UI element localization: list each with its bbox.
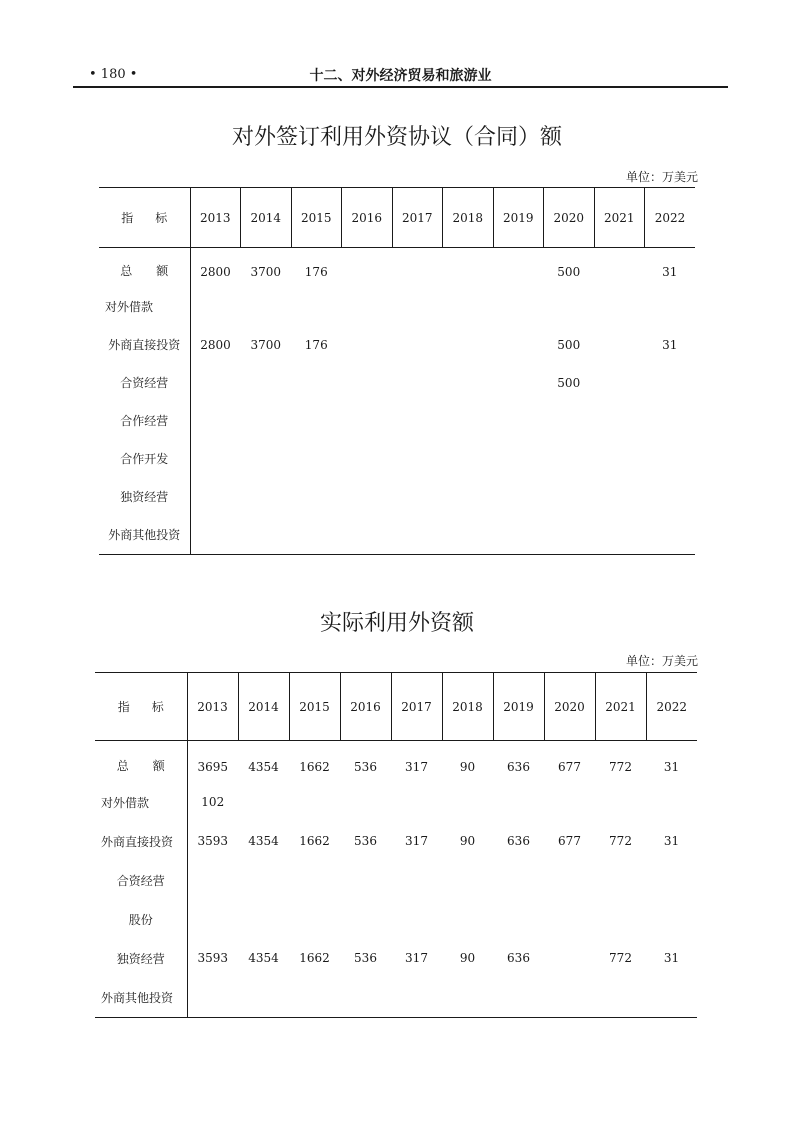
- row-label: 合资经营: [95, 861, 187, 900]
- table-row: [95, 861, 697, 900]
- cell-2021: [594, 248, 645, 288]
- row-label: 外商其他投资: [95, 978, 187, 1018]
- row-label: 总 额: [95, 741, 187, 783]
- cell-2019: [493, 516, 544, 555]
- cell-2021: [594, 288, 645, 326]
- cell-2015: [291, 288, 342, 326]
- cell-2013: [190, 364, 241, 402]
- year-header-2015: 2015: [291, 188, 342, 248]
- cell-2021: [594, 440, 645, 478]
- table1-body: [99, 248, 695, 555]
- cell-2019: [493, 478, 544, 516]
- cell-2015: [289, 861, 340, 900]
- indicator-header-char: 指: [117, 700, 130, 714]
- row-label: 合资经营: [99, 364, 190, 402]
- cell-2015: 1662: [299, 834, 330, 848]
- table1-header-row: [99, 188, 695, 248]
- cell-2018: [443, 516, 494, 555]
- cell-2019: 636: [507, 834, 530, 848]
- cell-2017: [391, 900, 442, 939]
- cell-2022: [645, 364, 696, 402]
- cell-2013: [190, 402, 241, 440]
- cell-2017: [392, 248, 443, 288]
- cell-2021: 772: [609, 951, 632, 965]
- row-label: 外商直接投资: [99, 326, 190, 364]
- year-header-2021: 2021: [594, 188, 645, 248]
- row-label: 合作经营: [99, 402, 190, 440]
- cell-2015: [289, 978, 340, 1018]
- cell-2020: [544, 861, 595, 900]
- chapter-title: 十二、对外经济贸易和旅游业: [309, 68, 492, 84]
- cell-2021: [594, 516, 645, 555]
- cell-2017: [391, 861, 442, 900]
- cell-2013: 2800: [200, 264, 231, 279]
- cell-2017: [391, 978, 442, 1018]
- cell-2022: 31: [663, 951, 680, 965]
- cell-2013: [187, 900, 238, 939]
- cell-2022: [645, 288, 696, 326]
- cell-2020: [544, 939, 595, 978]
- cell-2022: 31: [662, 337, 678, 352]
- cell-2021: [594, 326, 645, 364]
- cell-2017: [391, 783, 442, 822]
- cell-2015: 176: [304, 264, 328, 279]
- cell-2020: 677: [558, 759, 581, 774]
- table2-title: 实际利用外资额: [319, 611, 474, 636]
- cell-2019: [493, 364, 544, 402]
- cell-2015: [291, 402, 342, 440]
- cell-2016: 536: [354, 951, 377, 965]
- cell-2019: [493, 440, 544, 478]
- cell-2019: [493, 783, 544, 822]
- cell-2017: [392, 364, 443, 402]
- cell-2016: 536: [354, 834, 377, 848]
- cell-2020: 677: [558, 834, 581, 848]
- cell-2013: 3695: [197, 759, 229, 774]
- cell-2020: [544, 478, 595, 516]
- cell-2018: 90: [459, 834, 476, 848]
- cell-2013: 2800: [200, 337, 231, 352]
- year-header-2020: 2020: [544, 673, 595, 741]
- cell-2022: [645, 516, 696, 555]
- row-label: 独资经营: [95, 939, 187, 978]
- table-row: [95, 783, 697, 822]
- cell-2020: [544, 783, 595, 822]
- cell-2015: [289, 783, 340, 822]
- year-header-2017: 2017: [391, 673, 442, 741]
- cell-2015: 1662: [299, 759, 330, 774]
- cell-2019: [493, 861, 544, 900]
- year-header-2014: 2014: [241, 188, 292, 248]
- cell-2014: [238, 783, 289, 822]
- page-number: • 180 •: [89, 67, 138, 82]
- cell-2015: 176: [304, 337, 328, 352]
- cell-2014: [241, 364, 292, 402]
- cell-2016: [342, 326, 393, 364]
- cell-2014: [238, 861, 289, 900]
- row-label: 股份: [95, 900, 187, 939]
- cell-2014: [241, 288, 292, 326]
- indicator-header: [99, 188, 190, 248]
- year-header-2018: 2018: [443, 188, 494, 248]
- table-row: [99, 478, 695, 516]
- cell-2018: [442, 978, 493, 1018]
- cell-2016: [342, 440, 393, 478]
- cell-2018: [443, 478, 494, 516]
- year-header-2017: 2017: [392, 188, 443, 248]
- row-label: 外商其他投资: [99, 516, 190, 555]
- cell-2020: [544, 288, 595, 326]
- row-label: 合作开发: [99, 440, 190, 478]
- cell-2017: [392, 326, 443, 364]
- cell-2021: [595, 978, 646, 1018]
- row-label: 对外借款: [95, 783, 187, 822]
- year-header-2015: 2015: [289, 673, 340, 741]
- cell-2022: [646, 978, 697, 1018]
- cell-2020: [544, 402, 595, 440]
- cell-2013: 102: [201, 795, 225, 809]
- indicator-header-char: 标: [151, 700, 164, 714]
- cell-2018: 90: [459, 759, 476, 774]
- cell-2014: 4354: [248, 834, 279, 848]
- cell-2014: [241, 440, 292, 478]
- row-label: 独资经营: [99, 478, 190, 516]
- year-header-2021: 2021: [595, 673, 646, 741]
- cell-2013: [187, 978, 238, 1018]
- cell-2018: [442, 861, 493, 900]
- year-header-2018: 2018: [442, 673, 493, 741]
- indicator-header-char: 指: [121, 211, 134, 225]
- cell-2014: 4354: [248, 759, 279, 774]
- cell-2022: [646, 900, 697, 939]
- cell-2013: [190, 440, 241, 478]
- cell-2013: 3593: [197, 834, 229, 848]
- table-row: [95, 900, 697, 939]
- cell-2022: [646, 861, 697, 900]
- cell-2017: 317: [405, 834, 428, 848]
- cell-2019: [493, 326, 544, 364]
- year-header-2020: 2020: [544, 188, 595, 248]
- cell-2022: [646, 783, 697, 822]
- cell-2016: [340, 978, 391, 1018]
- cell-2016: [342, 364, 393, 402]
- cell-2015: [291, 516, 342, 555]
- table-row: [99, 288, 695, 326]
- year-header-2019: 2019: [493, 673, 544, 741]
- cell-2021: 772: [609, 759, 632, 774]
- cell-2019: [493, 900, 544, 939]
- table2-unit: 单位：万美元: [626, 654, 699, 668]
- cell-2020: 500: [557, 264, 581, 279]
- cell-2013: [190, 478, 241, 516]
- cell-2018: [442, 783, 493, 822]
- cell-2017: 317: [405, 951, 428, 965]
- cell-2020: [544, 978, 595, 1018]
- cell-2016: [342, 248, 393, 288]
- table-row: [99, 248, 695, 288]
- table-row: [95, 939, 697, 978]
- cell-2017: [392, 516, 443, 555]
- cell-2015: [289, 900, 340, 939]
- cell-2014: 4354: [248, 951, 279, 965]
- cell-2015: [291, 478, 342, 516]
- table1-title: 对外签订利用外资协议（合同）额: [231, 125, 562, 150]
- year-header-2013: 2013: [190, 188, 241, 248]
- table2: [95, 672, 697, 1018]
- cell-2020: [544, 440, 595, 478]
- cell-2021: [594, 478, 645, 516]
- cell-2020: [544, 516, 595, 555]
- page-header: [73, 64, 728, 88]
- cell-2016: [342, 402, 393, 440]
- table2-body: [95, 741, 697, 1018]
- cell-2014: [241, 516, 292, 555]
- cell-2022: 31: [663, 834, 680, 848]
- indicator-header: [95, 673, 187, 741]
- indicator-header-char: 标: [155, 211, 168, 225]
- cell-2019: [493, 248, 544, 288]
- table2-header-row: [95, 673, 697, 741]
- cell-2014: [238, 900, 289, 939]
- year-header-2019: 2019: [493, 188, 544, 248]
- table-row: [95, 822, 697, 861]
- table-row: [99, 440, 695, 478]
- cell-2015: [291, 364, 342, 402]
- cell-2018: [443, 402, 494, 440]
- cell-2021: [594, 402, 645, 440]
- cell-2018: 90: [459, 951, 476, 965]
- cell-2021: [594, 364, 645, 402]
- cell-2016: [340, 861, 391, 900]
- cell-2014: [241, 478, 292, 516]
- cell-2017: [392, 440, 443, 478]
- cell-2019: [493, 978, 544, 1018]
- cell-2022: [645, 402, 696, 440]
- cell-2019: 636: [507, 759, 530, 774]
- cell-2013: [190, 516, 241, 555]
- cell-2014: [241, 402, 292, 440]
- cell-2021: [595, 861, 646, 900]
- cell-2019: [493, 288, 544, 326]
- cell-2014: 3700: [250, 264, 282, 279]
- cell-2013: [190, 288, 241, 326]
- cell-2018: [442, 900, 493, 939]
- table-row: [99, 516, 695, 555]
- cell-2017: [392, 402, 443, 440]
- row-label: 外商直接投资: [95, 822, 187, 861]
- cell-2019: 636: [507, 951, 530, 965]
- cell-2022: [645, 478, 696, 516]
- table-row: [99, 326, 695, 364]
- cell-2013: 3593: [197, 951, 229, 965]
- cell-2014: 3700: [250, 337, 282, 352]
- cell-2017: [392, 478, 443, 516]
- cell-2014: [238, 978, 289, 1018]
- year-header-2014: 2014: [238, 673, 289, 741]
- row-label: 总 额: [99, 248, 190, 288]
- row-label: 对外借款: [99, 288, 190, 326]
- year-header-2022: 2022: [646, 673, 697, 741]
- cell-2018: [443, 326, 494, 364]
- cell-2019: [493, 402, 544, 440]
- cell-2017: 317: [405, 759, 428, 774]
- cell-2021: [595, 900, 646, 939]
- table-row: [95, 741, 697, 783]
- cell-2020: [544, 900, 595, 939]
- cell-2021: 772: [609, 834, 632, 848]
- cell-2022: 31: [662, 264, 678, 279]
- cell-2016: [342, 288, 393, 326]
- cell-2015: 1662: [299, 951, 330, 965]
- cell-2017: [392, 288, 443, 326]
- table-row: [95, 978, 697, 1018]
- year-header-2016: 2016: [340, 673, 391, 741]
- cell-2022: [645, 440, 696, 478]
- cell-2013: [187, 861, 238, 900]
- cell-2016: [342, 516, 393, 555]
- cell-2016: [340, 900, 391, 939]
- cell-2018: [443, 440, 494, 478]
- cell-2016: [340, 783, 391, 822]
- cell-2020: 500: [557, 375, 581, 390]
- table-row: [99, 402, 695, 440]
- table1: [99, 187, 695, 555]
- cell-2016: [342, 478, 393, 516]
- table1-unit: 单位：万美元: [626, 170, 699, 184]
- cell-2018: [443, 288, 494, 326]
- cell-2018: [443, 248, 494, 288]
- table-row: [99, 364, 695, 402]
- cell-2015: [291, 440, 342, 478]
- year-header-2013: 2013: [187, 673, 238, 741]
- year-header-2022: 2022: [645, 188, 696, 248]
- cell-2020: 500: [557, 337, 581, 352]
- cell-2022: 31: [663, 759, 680, 774]
- cell-2016: 536: [354, 759, 377, 774]
- year-header-2016: 2016: [342, 188, 393, 248]
- cell-2021: [595, 783, 646, 822]
- cell-2018: [443, 364, 494, 402]
